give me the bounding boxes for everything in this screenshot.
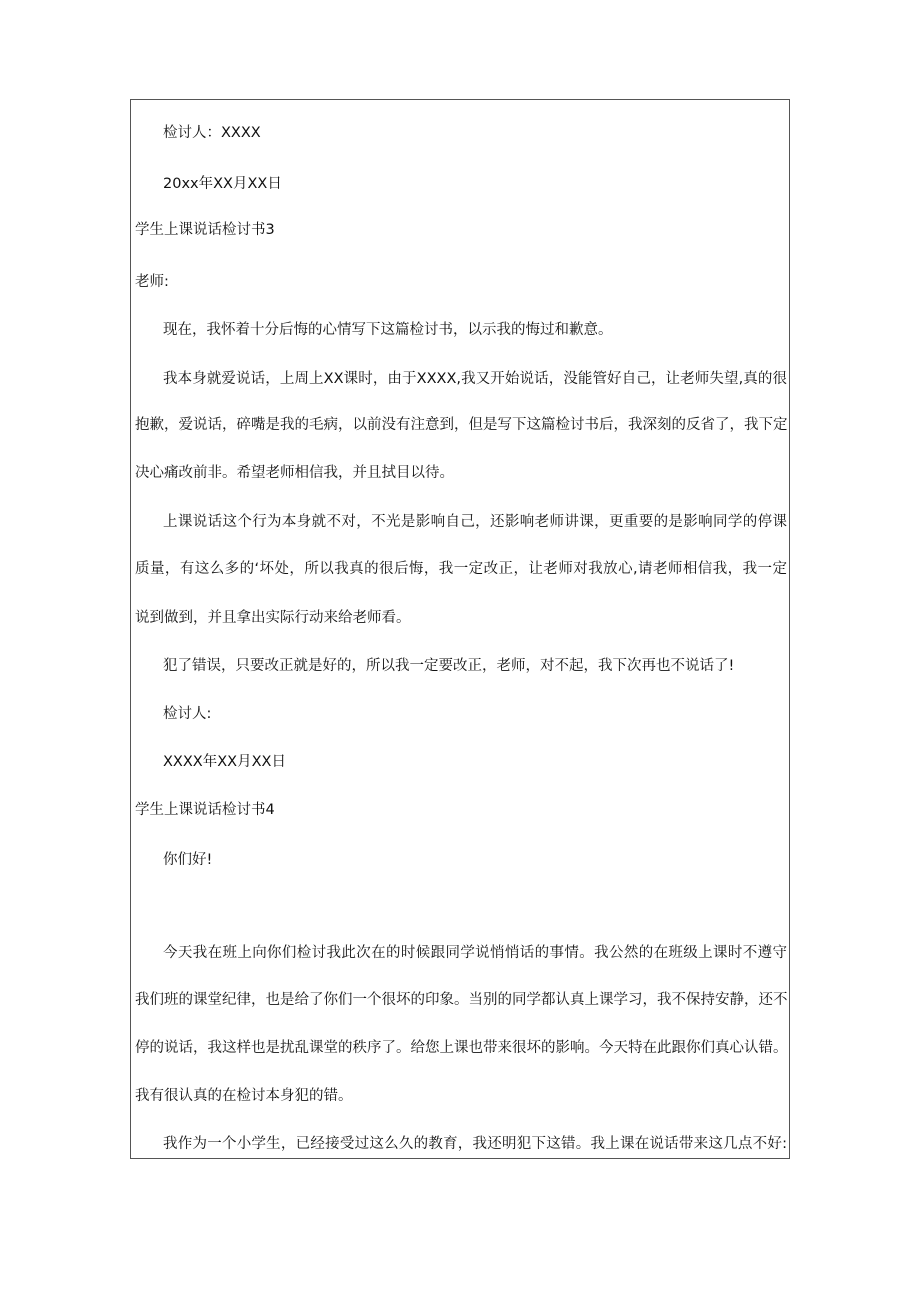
signature-line: 检讨人: [163, 706, 212, 722]
paragraph-line: 我作为一个小学生，已经接受过这么久的教育，我还明犯下这错。我上课在说话带来这几点不好: [163, 1136, 787, 1152]
date-line: 20xx年XX月XX日 [163, 176, 282, 192]
paragraph-line: 犯了错误，只要改正就是好的，所以我一定要改正，老师，对不起，我下次再也不说话了! [163, 658, 735, 674]
paragraph-line: 抱歉，爱说话，碎嘴是我的毛病，以前没有注意到，但是写下这篇检讨书后，我深刻的反省了，我下定 [135, 417, 788, 433]
paragraph-line: 现在，我怀着十分后悔的心情写下这篇检讨书，以示我的悔过和歉意。 [163, 322, 613, 338]
paragraph-line: 说到做到，并且拿出实际行动来给老师看。 [135, 610, 411, 626]
document-page [130, 99, 790, 1159]
date-line: XXXX年XX月XX日 [163, 754, 286, 770]
signature-line: 检讨人：XXXX [163, 125, 261, 141]
salutation: 老师: [135, 274, 169, 290]
paragraph-line: 质量，有这么多的‘坏处，所以我真的很后悔，我一定改正，让老师对我放心,请老师相信我，我一定 [135, 561, 787, 577]
salutation: 你们好! [163, 852, 213, 868]
paragraph-line: 决心痛改前非。希望老师相信我，并且拭目以待。 [135, 465, 454, 481]
paragraph-line: 我本身就爱说话，上周上XX课时，由于XXXX,我又开始说话，没能管好自己，让老师失望,真的很 [163, 371, 787, 387]
section-title-4: 学生上课说话检讨书4 [135, 802, 275, 818]
paragraph-line: 停的说话，我这样也是扰乱课堂的秩序了。给您上课也带来很坏的影响。今天特在此跟你们真心认错。 [135, 1040, 788, 1056]
paragraph-line: 上课说话这个行为本身就不对，不光是影响自己，还影响老师讲课，更重要的是影响同学的停课 [163, 514, 787, 530]
paragraph-line: 今天我在班上向你们检讨我此次在的时候跟同学说悄悄话的事情。我公然的在班级上课时不遵守 [163, 945, 787, 961]
paragraph-line: 我有很认真的在检讨本身犯的错。 [135, 1088, 353, 1104]
section-title-3: 学生上课说话检讨书3 [135, 222, 275, 238]
paragraph-line: 我们班的课堂纪律，也是给了你们一个很坏的印象。当别的同学都认真上课学习，我不保持安静，还不 [135, 992, 788, 1008]
